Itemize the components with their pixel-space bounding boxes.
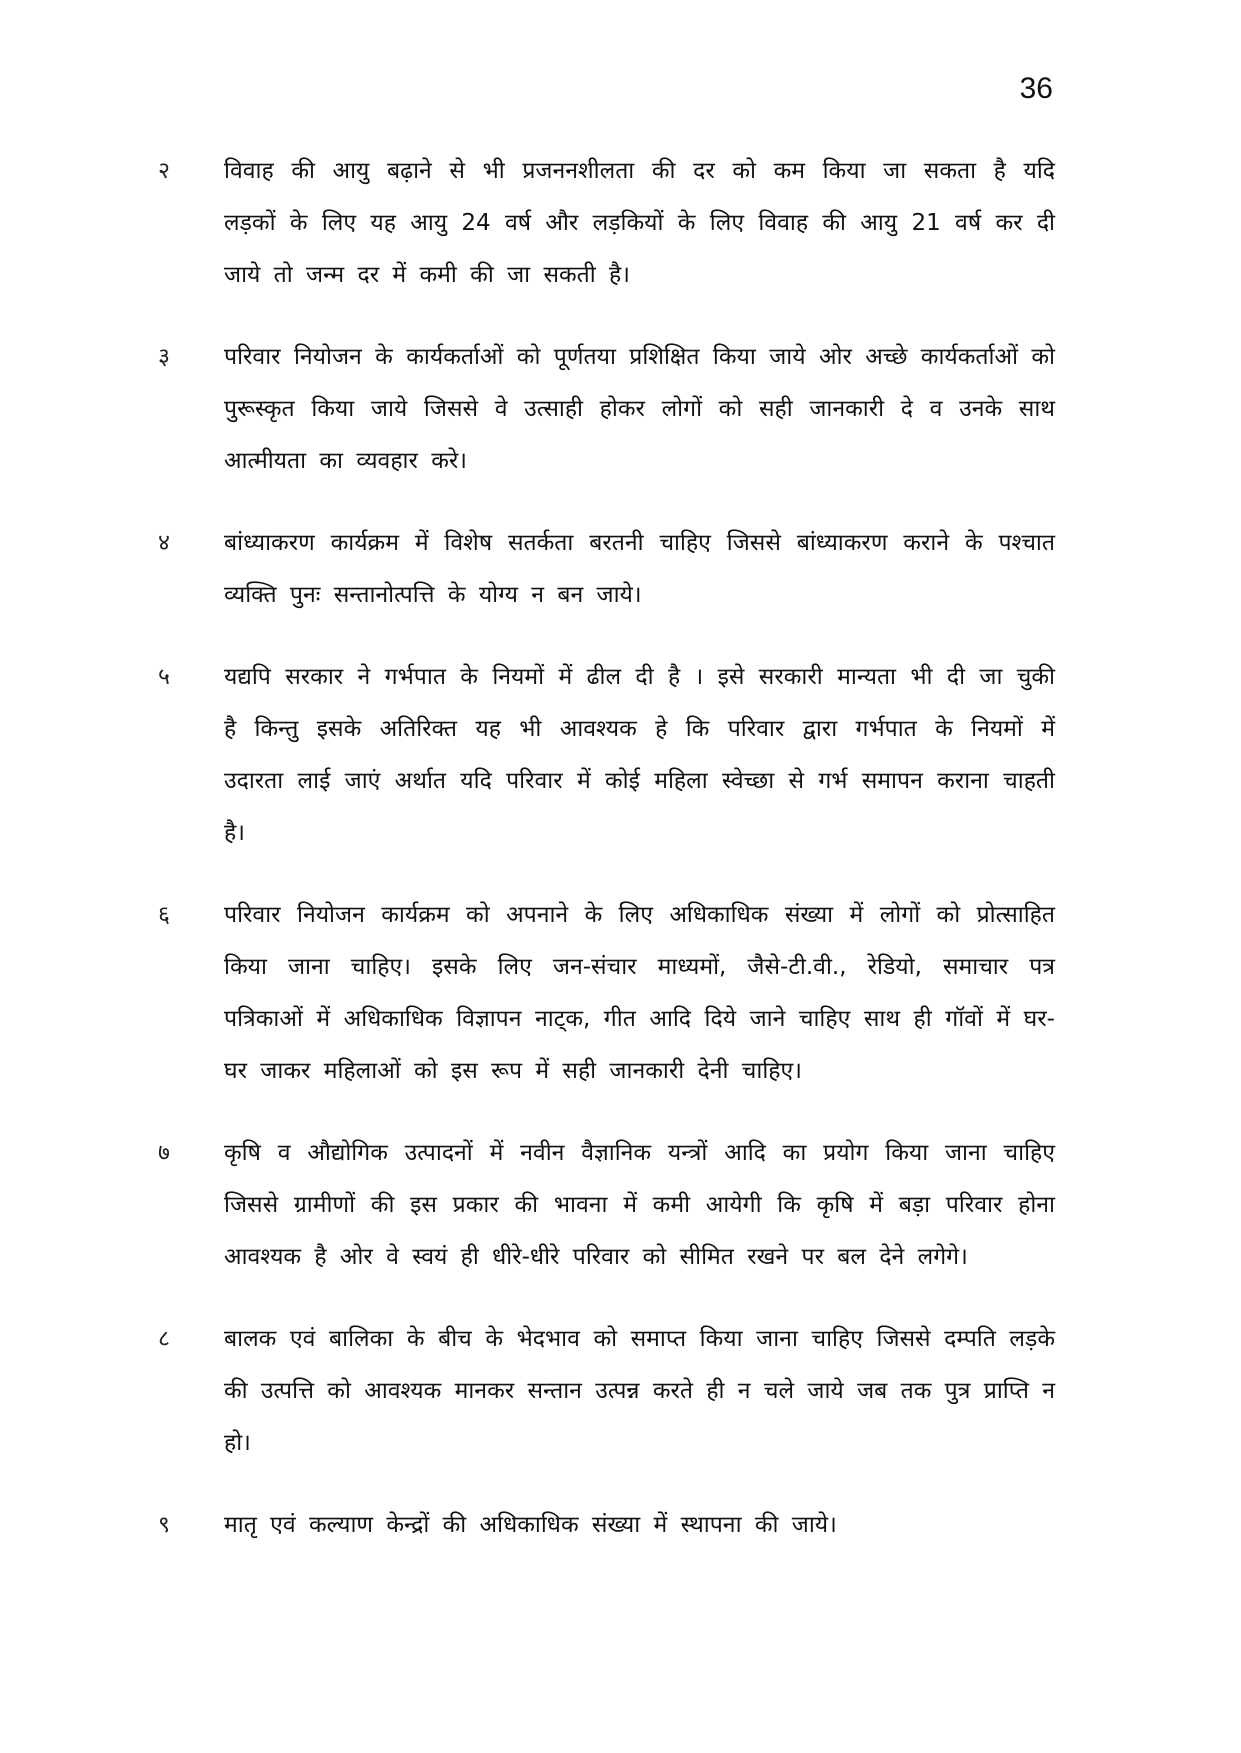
list-item-number: २ (158, 158, 170, 184)
list-item (158, 145, 1055, 301)
list-item-text: कृषि व औद्योगिक उत्पादनों में नवीन वैज्ञानिक यन्त्रों आदि का प्रयोग किया जाना चाहिए जिससे ग्रामीणों की इस प्रकार की भावना में कमी आयेगी कि कृषि में बड़ा परिवार होना आवश्यक है ओर वे स्वयं ही धीरे-धीरे परिवार को सीमित रखने पर बल देने लगेगे। (224, 1140, 1055, 1270)
list-item (158, 1499, 1055, 1551)
list-item (158, 1313, 1055, 1469)
list-item-number: ९ (158, 1512, 170, 1538)
list-item-text: बांध्याकरण कार्यक्रम में विशेष सतर्कता बरतनी चाहिए जिससे बांध्याकरण कराने के पश्चात व्यक्ति पुनः सन्तानोत्पत्ति के योग्य न बन जाये। (224, 530, 1055, 608)
list-item-text: परिवार नियोजन कार्यक्रम को अपनाने के लिए अधिकाधिक संख्या में लोगों को प्रोत्साहित किया जाना चाहिए। इसके लिए जन-संचार माध्यमों, जैसे-टी.वी., रेडियो, समाचार पत्र पत्रिकाओं में अधिकाधिक विज्ञापन नाट्क, गीत आदि दिये जाने चाहिए साथ ही गॉवों में घर-घर जाकर महिलाओं को इस रूप में सही जानकारी देनी चाहिए। (224, 902, 1055, 1084)
list-item-number: ७ (158, 1140, 170, 1166)
list-item-number: ५ (158, 664, 170, 690)
list-item-number: ६ (158, 902, 170, 928)
list-item-text: बालक एवं बालिका के बीच के भेदभाव को समाप्त किया जाना चाहिए जिससे दम्पति लड़के की उत्पत्ति को आवश्यक मानकर सन्तान उत्पन्न करते ही न चले जाये जब तक पुत्र प्राप्ति न हो। (224, 1326, 1056, 1456)
list-item-text: विवाह की आयु बढ़ाने से भी प्रजननशीलता की दर को कम किया जा सकता है यदि लड़कों के लिए यह आयु 24 वर्ष और लड़कियों के लिए विवाह की आयु 21 वर्ष कर दी जाये तो जन्म दर में कमी की जा सकती है। (224, 158, 1055, 288)
list-item (158, 889, 1055, 1097)
list-item-number: ८ (158, 1326, 170, 1352)
list-item-text: मातृ एवं कल्याण केन्द्रों की अधिकाधिक संख्या में स्थापना की जाये। (224, 1512, 837, 1538)
list-item (158, 517, 1055, 621)
list-item-number: ४ (158, 530, 170, 556)
numbered-list (158, 145, 1055, 1581)
page-number: 36 (1019, 72, 1053, 105)
list-item-text: यद्यपि सरकार ने गर्भपात के नियमों में ढील दी है । इसे सरकारी मान्यता भी दी जा चुकी है किन्तु इसके अतिरिक्त यह भी आवश्यक हे कि परिवार द्वारा गर्भपात के नियमों में उदारता लाई जाएं अर्थात यदि परिवार में कोई महिला स्वेच्छा से गर्भ समापन कराना चाहती है। (224, 664, 1055, 846)
list-item-number: ३ (158, 344, 170, 370)
list-item (158, 1127, 1055, 1283)
list-item (158, 651, 1055, 859)
list-item (158, 331, 1055, 487)
list-item-text: परिवार नियोजन के कार्यकर्ताओं को पूर्णतया प्रशिक्षित किया जाये ओर अच्छे कार्यकर्ताओं को पुरूस्कृत किया जाये जिससे वे उत्साही होकर लोगों को सही जानकारी दे व उनके साथ आत्मीयता का व्यवहार करे। (224, 344, 1055, 474)
